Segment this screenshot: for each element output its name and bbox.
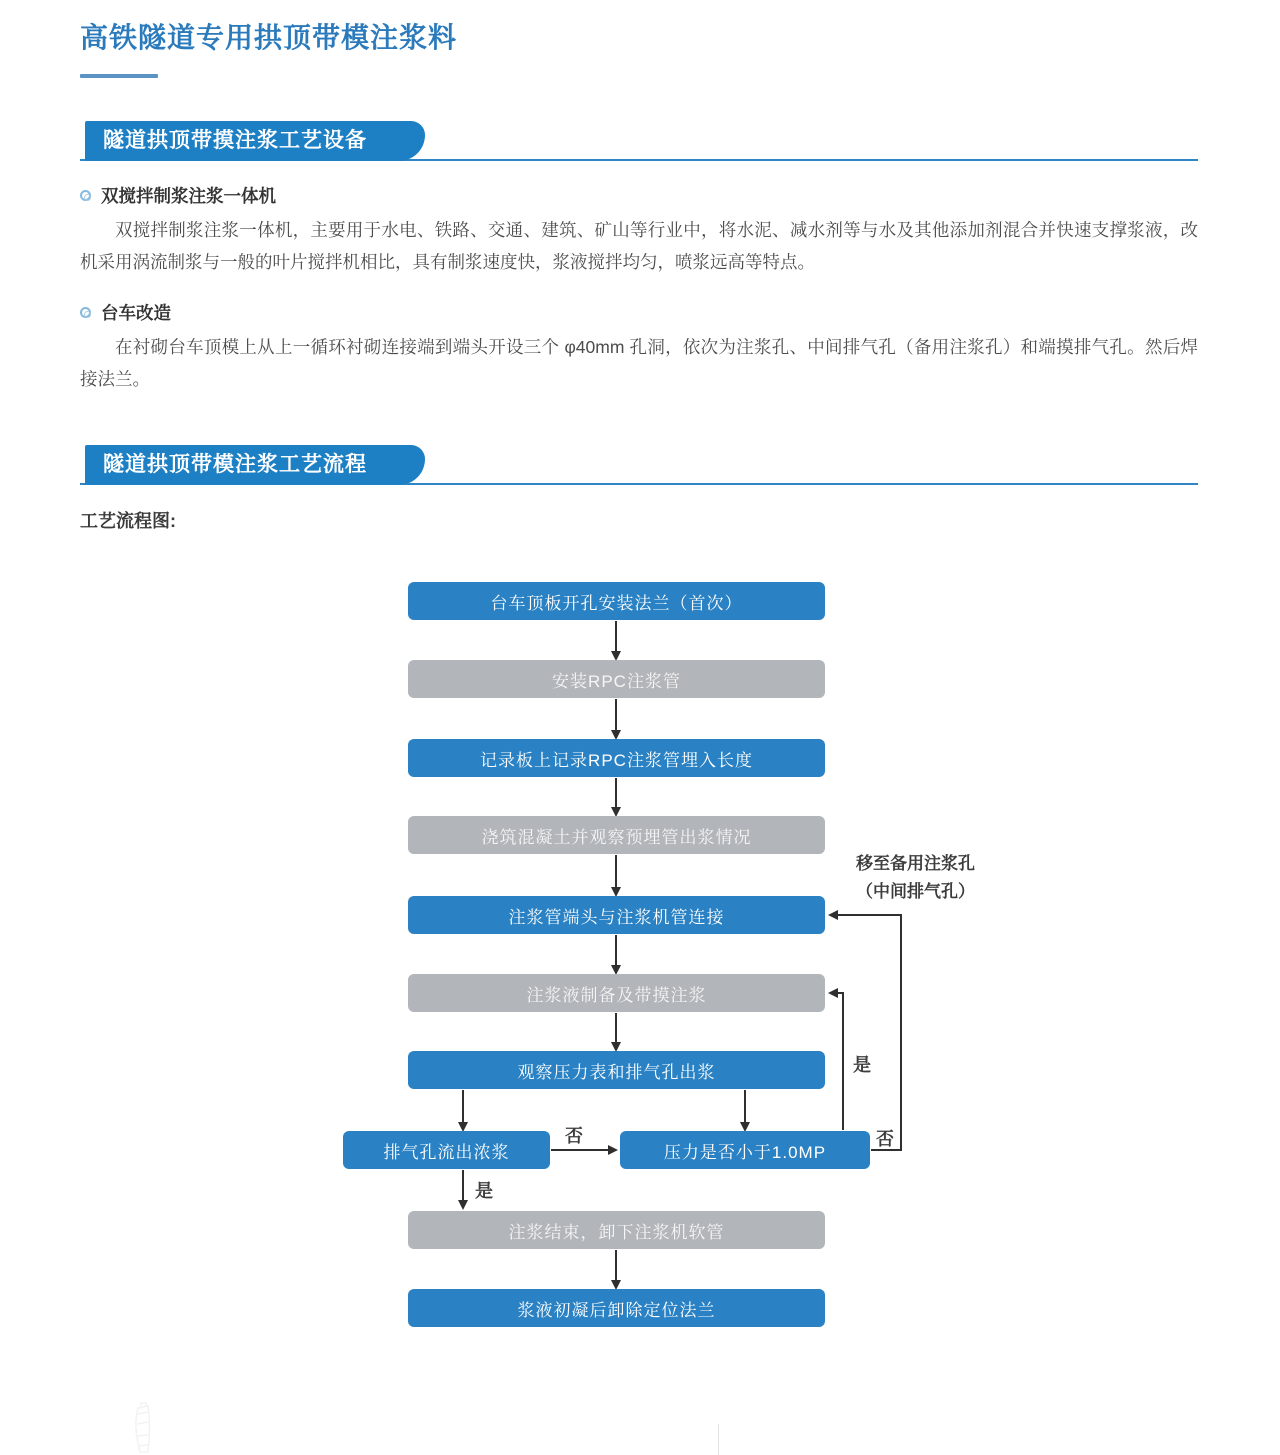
flow-node-vent-thick-grout: 排气孔流出浓浆	[343, 1131, 550, 1169]
flow-node-grouting-end: 注浆结束，卸下注浆机软管	[408, 1211, 825, 1249]
tower-watermark-icon	[122, 1402, 182, 1455]
bullet-ring-icon	[80, 190, 91, 201]
flow-node-observe-gauge: 观察压力表和排气孔出浆	[408, 1051, 825, 1089]
flow-annotation-line1: 移至备用注浆孔	[856, 854, 975, 873]
flow-annotation-backup-hole	[833, 850, 998, 906]
section-tab-process: 隧道拱顶带模注浆工艺流程	[85, 445, 425, 485]
faint-divider-line	[718, 1424, 719, 1455]
section-header-equipment	[80, 121, 1198, 161]
edge-label-no-feedback: 否	[876, 1129, 894, 1149]
flow-node-drill-install-flange: 台车顶板开孔安装法兰（首次）	[408, 582, 825, 620]
flow-node-record-length: 记录板上记录RPC注浆管埋入长度	[408, 739, 825, 777]
section-header-process	[80, 445, 1198, 485]
flow-diagram-label: 工艺流程图:	[80, 511, 176, 531]
flow-node-pressure-check: 压力是否小于1.0MP	[620, 1131, 870, 1169]
page-content	[0, 16, 1280, 1374]
item-body-mixer: 双搅拌制浆注浆一体机，主要用于水电、铁路、交通、建筑、矿山等行业中，将水泥、减水剂等与水及其他添加剂混合并快速支撑浆液，改机采用涡流制浆与一般的叶片搅拌机相比，具有制浆速度快，浆液搅拌均匀，喷浆远高等特点。	[80, 220, 1198, 272]
item-heading-mixer	[80, 183, 1198, 208]
section-tab-equipment: 隧道拱顶带摸注浆工艺设备	[85, 121, 425, 161]
flow-node-connect-pipe: 注浆管端头与注浆机管连接	[408, 896, 825, 934]
item-heading-trolley	[80, 300, 1198, 325]
edge-label-yes-feedback: 是	[853, 1055, 871, 1075]
flow-node-prepare-grout: 注浆液制备及带摸注浆	[408, 974, 825, 1012]
flow-node-pour-concrete: 浇筑混凝土并观察预埋管出浆情况	[408, 816, 825, 854]
process-flowchart	[0, 574, 1280, 1374]
edge-label-no-branch: 否	[565, 1126, 583, 1146]
flow-annotation-line2: （中间排气孔）	[856, 882, 975, 901]
item-heading-text: 双搅拌制浆注浆一体机	[101, 186, 276, 206]
bullet-ring-icon	[80, 307, 91, 318]
edge-label-yes-down: 是	[475, 1181, 493, 1201]
flow-node-install-rpc-pipe: 安装RPC注浆管	[408, 660, 825, 698]
title-underline	[80, 74, 158, 78]
flow-node-remove-flange: 浆液初凝后卸除定位法兰	[408, 1289, 825, 1327]
item-body-trolley: 在衬砌台车顶模上从上一循环衬砌连接端到端头开设三个 φ40mm 孔洞，依次为注浆孔、中间排气孔（备用注浆孔）和端摸排气孔。然后焊接法兰。	[80, 337, 1198, 389]
item-heading-text: 台车改造	[101, 303, 171, 323]
page-title: 高铁隧道专用拱顶带模注浆料	[80, 22, 458, 53]
